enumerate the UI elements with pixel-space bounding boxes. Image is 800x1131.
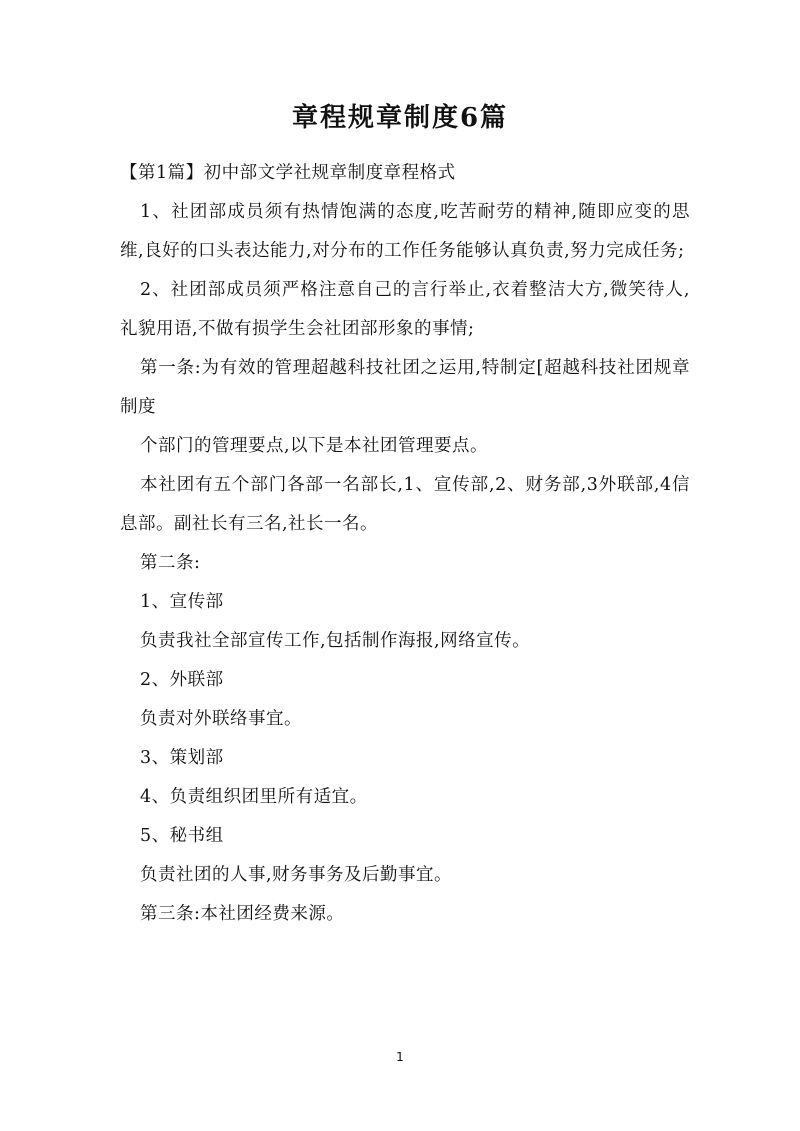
paragraph: 2、社团部成员须严格注意自己的言行举止,衣着整洁大方,微笑待人,礼貌用语,不做有损学生会社团部形象的事情; <box>120 280 690 339</box>
document-body <box>120 154 690 934</box>
paragraph: 第二条: <box>140 553 201 573</box>
paragraph: 2、外联部 <box>140 670 224 690</box>
document-title: 章程规章制度6篇 <box>291 103 509 133</box>
paragraph: 负责社团的人事,财务事务及后勤事宜。 <box>140 865 453 885</box>
paragraph: 1、宣传部 <box>140 592 224 612</box>
paragraph: 4、负责组织团里所有适宜。 <box>140 787 368 807</box>
paragraph: 1、社团部成员须有热情饱满的态度,吃苦耐劳的精神,随即应变的思维,良好的口头表达能力,对分布的工作任务能够认真负责,努力完成任务; <box>120 202 690 261</box>
paragraph: 个部门的管理要点,以下是本社团管理要点。 <box>140 436 489 456</box>
paragraph: 负责我社全部宣传工作,包括制作海报,网络宣传。 <box>140 631 531 651</box>
page-number: 1 <box>396 1050 404 1064</box>
section-heading: 【第1篇】初中部文学社规章制度章程格式 <box>120 163 456 183</box>
paragraph: 5、秘书组 <box>140 826 224 846</box>
paragraph: 负责对外联络事宜。 <box>140 709 302 729</box>
paragraph: 第一条:为有效的管理超越科技社团之运用,特制定[超越科技社团规章制度 <box>120 358 690 417</box>
paragraph: 3、策划部 <box>140 748 224 768</box>
paragraph: 本社团有五个部门各部一名部长,1、宣传部,2、财务部,3外联部,4信息部。副社长有三名,社长一名。 <box>120 475 690 534</box>
paragraph: 第三条:本社团经费来源。 <box>140 904 345 924</box>
